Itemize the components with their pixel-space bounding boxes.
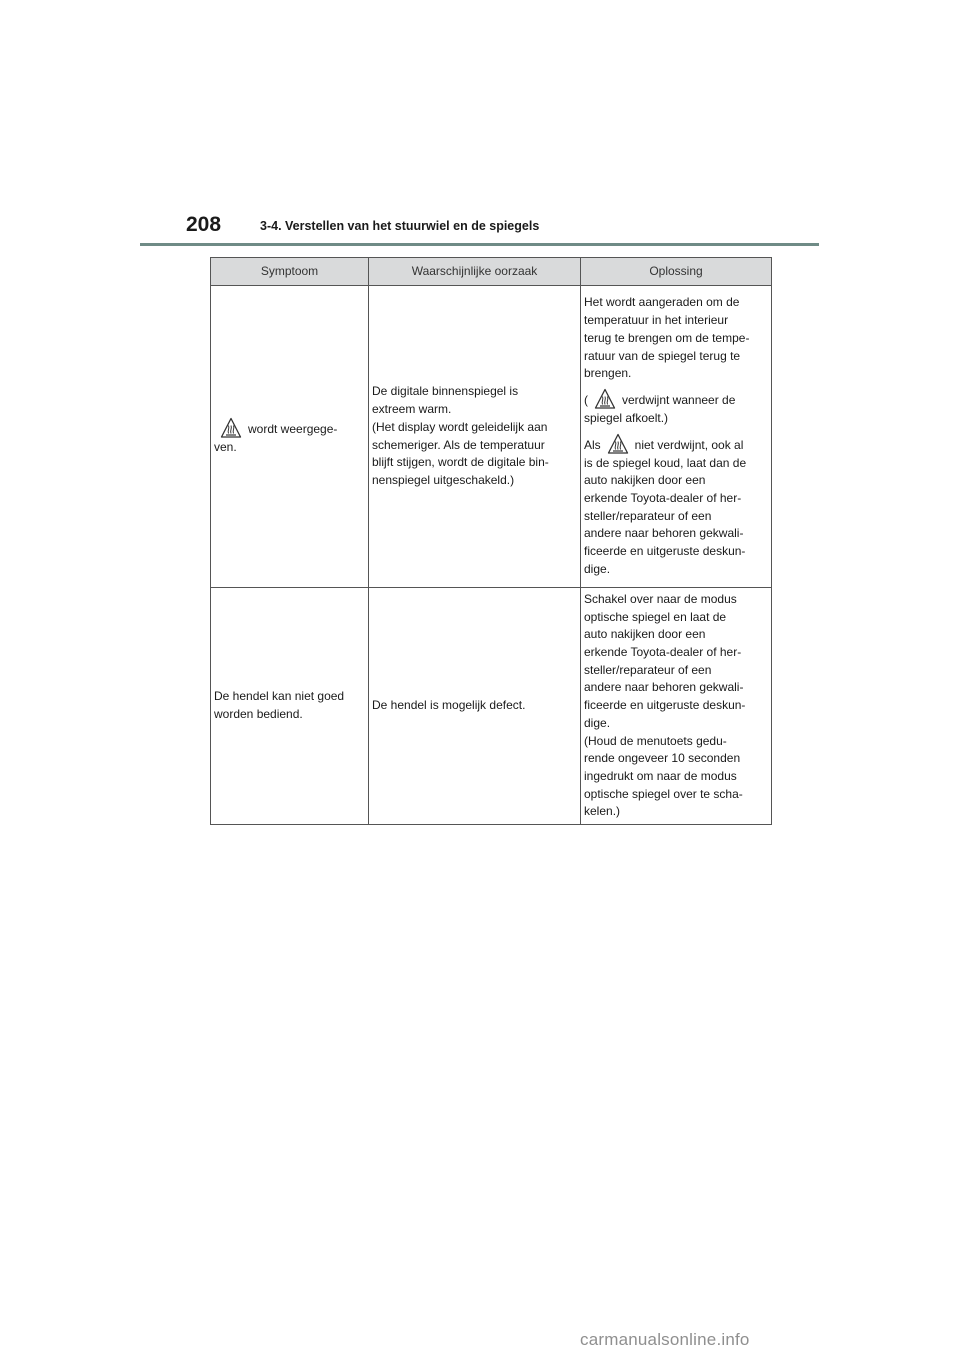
solution-line: andere naar behoren gekwali- <box>584 526 744 541</box>
solution-line: is de spiegel koud, laat dan de <box>584 455 747 470</box>
section-title: 3-4. Verstellen van het stuurwiel en de spiegels <box>260 219 540 233</box>
solution-line: andere naar behoren gekwali- <box>584 680 744 695</box>
cause-line: (Het display wordt geleidelijk aan <box>372 419 548 434</box>
cause-line: nenspiegel uitgeschakeld.) <box>372 472 515 487</box>
high-temperature-warning-icon <box>594 388 616 410</box>
solution-line: optische spiegel en laat de <box>584 609 727 624</box>
solution-line: Schakel over naar de modus <box>584 591 737 606</box>
high-temperature-warning-icon <box>607 433 629 455</box>
cause-line: extreem warm. <box>372 402 452 417</box>
solution-line: dige. <box>584 561 611 576</box>
solution-text: verdwijnt wanneer de <box>622 392 736 407</box>
table-row <box>211 588 772 825</box>
solution-paragraph <box>584 388 768 428</box>
solution-cell <box>581 286 772 588</box>
solution-line: spiegel afkoelt.) <box>584 410 669 425</box>
solution-text: Als <box>584 437 601 452</box>
solution-line: auto nakijken door een <box>584 473 706 488</box>
symptom-line: ven. <box>214 439 237 454</box>
solution-line: rende ongeveer 10 seconden <box>584 751 741 766</box>
cause-line: blijft stijgen, wordt de digitale bin- <box>372 455 549 470</box>
solution-line <box>584 388 768 410</box>
solution-line: ficeerde en uitgeruste deskun- <box>584 544 746 559</box>
troubleshooting-table <box>210 257 772 825</box>
cause-cell <box>369 286 581 588</box>
symptom-text: wordt weergege- <box>248 421 338 436</box>
solution-paragraph <box>584 433 768 579</box>
symptom-cell <box>211 588 369 825</box>
header-symptom: Symptoom <box>211 258 369 286</box>
symptom-cell <box>211 286 369 588</box>
page-number: 208 <box>186 213 222 236</box>
table-row <box>211 286 772 588</box>
solution-line: steller/reparateur of een <box>584 662 712 677</box>
solution-line: dige. <box>584 715 611 730</box>
solution-line: optische spiegel over te scha- <box>584 786 743 801</box>
solution-line: kelen.) <box>584 804 621 819</box>
solution-line <box>584 433 768 455</box>
symptom-line: worden bediend. <box>214 707 303 721</box>
cause-line: De digitale binnenspiegel is <box>372 384 519 399</box>
solution-line: Het wordt aangeraden om de <box>584 295 740 310</box>
solution-paragraph <box>584 294 768 383</box>
cause-cell <box>369 588 581 825</box>
solution-line: ingedrukt om naar de modus <box>584 768 737 783</box>
cause-line: schemeriger. Als de temperatuur <box>372 437 545 452</box>
header-cause: Waarschijnlijke oorzaak <box>369 258 581 286</box>
solution-text: niet verdwijnt, ook al <box>634 437 744 452</box>
high-temperature-warning-icon <box>220 417 242 439</box>
watermark: carmanualsonline.info <box>580 1330 750 1349</box>
table-header-row <box>211 258 772 286</box>
solution-line: brengen. <box>584 366 632 381</box>
solution-line: auto nakijken door een <box>584 627 706 642</box>
solution-cell <box>581 588 772 825</box>
solution-line: (Houd de menutoets gedu- <box>584 733 727 748</box>
solution-text: ( <box>584 392 588 407</box>
symptom-line: De hendel kan niet goed <box>214 689 345 704</box>
solution-line: erkende Toyota-dealer of her- <box>584 491 742 506</box>
cause-line: De hendel is mogelijk defect. <box>372 698 526 713</box>
symptom-line <box>214 417 365 439</box>
solution-line: terug te brengen om de tempe- <box>584 330 750 345</box>
header-rule <box>140 243 819 246</box>
solution-line: steller/reparateur of een <box>584 508 712 523</box>
solution-line: temperatuur in het interieur <box>584 313 729 328</box>
solution-line: ficeerde en uitgeruste deskun- <box>584 698 746 713</box>
header-solution: Oplossing <box>581 258 772 286</box>
solution-line: erkende Toyota-dealer of her- <box>584 645 742 660</box>
solution-line: ratuur van de spiegel terug te <box>584 348 741 363</box>
